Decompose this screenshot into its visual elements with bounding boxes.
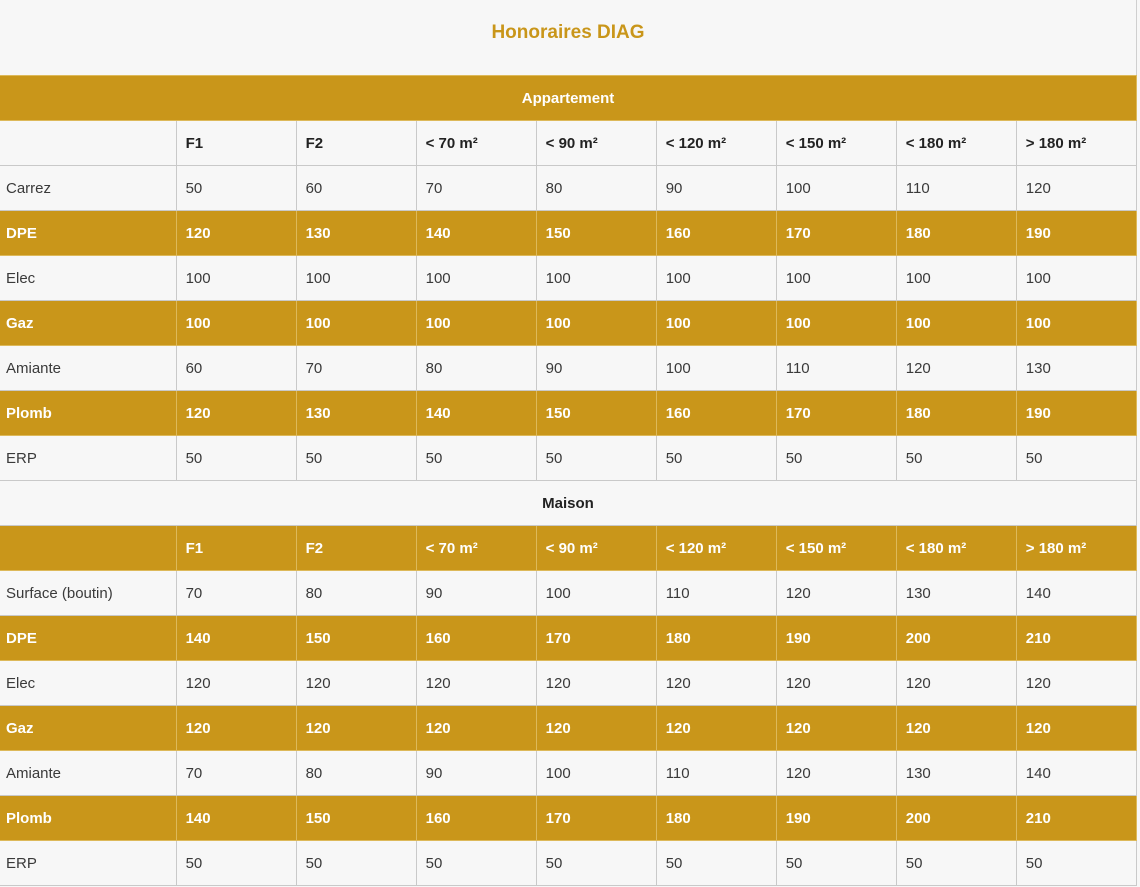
- table-row: [0, 211, 1137, 256]
- price-cell: 130: [1016, 346, 1136, 391]
- table-row: [0, 841, 1137, 886]
- price-cell: 50: [656, 841, 776, 886]
- pricing-table: [0, 75, 1137, 886]
- price-cell: 70: [416, 166, 536, 211]
- price-cell: 100: [656, 346, 776, 391]
- row-label: Plomb: [0, 796, 176, 841]
- price-cell: 100: [536, 751, 656, 796]
- row-label: Elec: [0, 661, 176, 706]
- price-cell: 190: [1016, 391, 1136, 436]
- price-cell: 120: [656, 661, 776, 706]
- price-cell: 100: [896, 301, 1016, 346]
- row-label: ERP: [0, 841, 176, 886]
- column-header-empty: [0, 526, 176, 571]
- price-cell: 120: [1016, 661, 1136, 706]
- price-cell: 100: [416, 301, 536, 346]
- row-label: DPE: [0, 616, 176, 661]
- price-cell: 120: [776, 751, 896, 796]
- column-header: > 180 m²: [1016, 121, 1136, 166]
- price-cell: 140: [1016, 751, 1136, 796]
- price-cell: 130: [896, 571, 1016, 616]
- price-cell: 120: [536, 661, 656, 706]
- row-label: Amiante: [0, 346, 176, 391]
- column-header: > 180 m²: [1016, 526, 1136, 571]
- section-header-appartement: [0, 76, 1137, 121]
- price-cell: 70: [296, 346, 416, 391]
- price-cell: 50: [416, 436, 536, 481]
- price-cell: 80: [416, 346, 536, 391]
- pricing-table-body: [0, 76, 1137, 886]
- price-cell: 110: [776, 346, 896, 391]
- column-header-row-appartement: [0, 121, 1137, 166]
- price-cell: 120: [176, 661, 296, 706]
- section-header-maison: [0, 481, 1137, 526]
- price-cell: 150: [536, 211, 656, 256]
- table-row: [0, 706, 1137, 751]
- price-cell: 50: [656, 436, 776, 481]
- row-label: Carrez: [0, 166, 176, 211]
- price-cell: 180: [656, 616, 776, 661]
- price-cell: 50: [1016, 436, 1136, 481]
- price-cell: 160: [656, 211, 776, 256]
- column-header: F1: [176, 526, 296, 571]
- price-cell: 120: [776, 661, 896, 706]
- price-cell: 180: [896, 211, 1016, 256]
- section-title: Appartement: [0, 76, 1137, 121]
- column-header: F2: [296, 121, 416, 166]
- price-cell: 140: [176, 796, 296, 841]
- price-cell: 100: [1016, 301, 1136, 346]
- price-cell: 160: [656, 391, 776, 436]
- price-cell: 50: [296, 841, 416, 886]
- price-cell: 90: [416, 571, 536, 616]
- row-label: Elec: [0, 256, 176, 301]
- price-cell: 90: [656, 166, 776, 211]
- price-cell: 190: [776, 796, 896, 841]
- price-cell: 90: [536, 346, 656, 391]
- price-cell: 120: [776, 706, 896, 751]
- price-cell: 170: [776, 211, 896, 256]
- price-cell: 210: [1016, 616, 1136, 661]
- price-cell: 170: [536, 796, 656, 841]
- price-cell: 100: [896, 256, 1016, 301]
- price-cell: 140: [416, 391, 536, 436]
- price-cell: 90: [416, 751, 536, 796]
- price-cell: 110: [656, 571, 776, 616]
- price-cell: 110: [896, 166, 1016, 211]
- price-cell: 100: [536, 301, 656, 346]
- row-label: ERP: [0, 436, 176, 481]
- price-cell: 100: [296, 256, 416, 301]
- price-cell: 150: [296, 796, 416, 841]
- price-cell: 100: [656, 256, 776, 301]
- price-cell: 120: [536, 706, 656, 751]
- price-cell: 120: [176, 391, 296, 436]
- price-cell: 120: [1016, 706, 1136, 751]
- column-header: < 120 m²: [656, 526, 776, 571]
- table-row: [0, 166, 1137, 211]
- price-cell: 100: [776, 256, 896, 301]
- price-cell: 50: [176, 841, 296, 886]
- price-cell: 80: [296, 571, 416, 616]
- page-title: Honoraires DIAG: [0, 0, 1137, 75]
- price-cell: 200: [896, 616, 1016, 661]
- price-cell: 50: [536, 436, 656, 481]
- price-cell: 120: [656, 706, 776, 751]
- price-cell: 100: [776, 166, 896, 211]
- price-cell: 120: [776, 571, 896, 616]
- price-cell: 120: [296, 661, 416, 706]
- price-cell: 200: [896, 796, 1016, 841]
- price-cell: 100: [776, 301, 896, 346]
- price-cell: 50: [896, 436, 1016, 481]
- price-cell: 110: [656, 751, 776, 796]
- price-cell: 50: [536, 841, 656, 886]
- price-cell: 150: [536, 391, 656, 436]
- price-cell: 70: [176, 571, 296, 616]
- price-cell: 170: [776, 391, 896, 436]
- price-cell: 180: [656, 796, 776, 841]
- row-label: Gaz: [0, 706, 176, 751]
- table-row: [0, 661, 1137, 706]
- price-cell: 160: [416, 796, 536, 841]
- price-cell: 100: [536, 571, 656, 616]
- table-row: [0, 301, 1137, 346]
- price-cell: 100: [536, 256, 656, 301]
- price-cell: 120: [416, 706, 536, 751]
- column-header: < 180 m²: [896, 526, 1016, 571]
- price-cell: 150: [296, 616, 416, 661]
- column-header: < 120 m²: [656, 121, 776, 166]
- price-cell: 120: [896, 661, 1016, 706]
- table-row: [0, 256, 1137, 301]
- price-cell: 120: [176, 706, 296, 751]
- price-cell: 50: [776, 841, 896, 886]
- section-title: Maison: [0, 481, 1137, 526]
- price-cell: 120: [896, 346, 1016, 391]
- price-cell: 160: [416, 616, 536, 661]
- price-cell: 120: [416, 661, 536, 706]
- table-row: [0, 616, 1137, 661]
- row-label: Plomb: [0, 391, 176, 436]
- price-cell: 170: [536, 616, 656, 661]
- price-cell: 120: [296, 706, 416, 751]
- price-cell: 100: [176, 301, 296, 346]
- price-cell: 70: [176, 751, 296, 796]
- column-header: F1: [176, 121, 296, 166]
- price-cell: 100: [296, 301, 416, 346]
- price-cell: 130: [896, 751, 1016, 796]
- price-cell: 120: [896, 706, 1016, 751]
- table-row: [0, 751, 1137, 796]
- row-label: Gaz: [0, 301, 176, 346]
- column-header: < 180 m²: [896, 121, 1016, 166]
- column-header: < 90 m²: [536, 526, 656, 571]
- table-row: [0, 346, 1137, 391]
- price-cell: 60: [296, 166, 416, 211]
- price-cell: 50: [176, 436, 296, 481]
- price-cell: 50: [1016, 841, 1136, 886]
- price-cell: 50: [416, 841, 536, 886]
- price-cell: 50: [296, 436, 416, 481]
- price-cell: 120: [176, 211, 296, 256]
- price-cell: 140: [416, 211, 536, 256]
- price-cell: 60: [176, 346, 296, 391]
- row-label: DPE: [0, 211, 176, 256]
- price-cell: 120: [1016, 166, 1136, 211]
- price-cell: 140: [176, 616, 296, 661]
- row-label: Surface (boutin): [0, 571, 176, 616]
- price-cell: 100: [416, 256, 536, 301]
- column-header: < 90 m²: [536, 121, 656, 166]
- price-cell: 50: [176, 166, 296, 211]
- price-cell: 190: [776, 616, 896, 661]
- column-header: < 70 m²: [416, 526, 536, 571]
- column-header: < 70 m²: [416, 121, 536, 166]
- row-label: Amiante: [0, 751, 176, 796]
- price-cell: 100: [176, 256, 296, 301]
- table-row: [0, 391, 1137, 436]
- table-row: [0, 436, 1137, 481]
- price-cell: 130: [296, 211, 416, 256]
- price-cell: 80: [296, 751, 416, 796]
- price-cell: 100: [1016, 256, 1136, 301]
- column-header-row-maison: [0, 526, 1137, 571]
- price-cell: 210: [1016, 796, 1136, 841]
- column-header-empty: [0, 121, 176, 166]
- price-cell: 140: [1016, 571, 1136, 616]
- table-row: [0, 571, 1137, 616]
- price-cell: 180: [896, 391, 1016, 436]
- column-header: < 150 m²: [776, 121, 896, 166]
- price-cell: 50: [776, 436, 896, 481]
- table-row: [0, 796, 1137, 841]
- price-cell: 50: [896, 841, 1016, 886]
- price-cell: 130: [296, 391, 416, 436]
- column-header: < 150 m²: [776, 526, 896, 571]
- price-cell: 80: [536, 166, 656, 211]
- price-cell: 190: [1016, 211, 1136, 256]
- column-header: F2: [296, 526, 416, 571]
- price-cell: 100: [656, 301, 776, 346]
